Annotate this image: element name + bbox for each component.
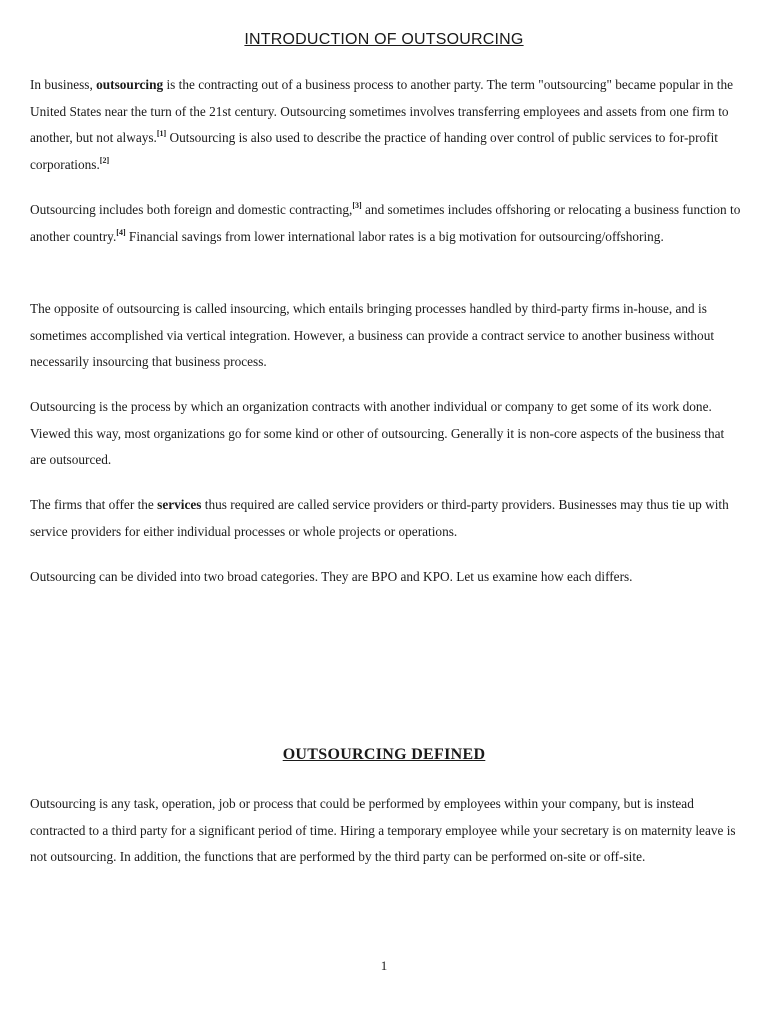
bold-term: outsourcing [96, 77, 164, 92]
paragraph-defined: Outsourcing is any task, operation, job or process that could be performed by employees within your company, but is instead contracted to a third party for a significant period of time. Hiring a temporary employee while your secretary is on maternity leave is not outsourcing. In addition, the functions that are performed by the third party can be performed on-site or off-site. [30, 796, 736, 864]
citation-marker: [4] [116, 227, 126, 237]
section-heading: OUTSOURCING DEFINED [282, 746, 486, 763]
text-run: Outsourcing includes both foreign and domestic contracting, [30, 202, 353, 217]
paragraph-categories: Outsourcing can be divided into two broad categories. They are BPO and KPO. Let us examine how each differs. [30, 569, 633, 584]
text-run: thus required are called service providers or third-party providers. Businesses may thus tie up with service providers for either individual processes or whole projects or operations. [30, 497, 729, 539]
paragraph-contracting [30, 197, 742, 250]
citation-marker: [3] [352, 201, 362, 210]
document-title: INTRODUCTION OF OUTSOURCING [244, 31, 524, 48]
citation-marker: [1] [156, 129, 167, 138]
text-run: Financial savings from lower international labor rates is a big motivation for outsourcing/offshoring. [125, 228, 664, 244]
paragraph-definition [30, 72, 742, 178]
paragraph-service-providers [30, 492, 742, 545]
text-run: and sometimes includes offshoring or relocating a business function to another country. [30, 202, 741, 244]
text-run: Outsourcing is also used to describe the practice of handing over control of public services to for-profit corporations. [30, 130, 718, 172]
paragraph-insourcing: The opposite of outsourcing is called insourcing, which entails bringing processes handled by third-party firms in-house, and is sometimes accomplished via vertical integration. However, a business can provide a contract service to another business without necessarily insourcing that business process. [30, 301, 715, 369]
bold-term: services [157, 497, 202, 512]
paragraph-process: Outsourcing is the process by which an organization contracts with another individual or company to get some of its work done. Viewed this way, most organizations go for some kind or other of outsourcing. Generally it is non-core aspects of the business that are outsourced. [30, 399, 725, 467]
page-number: 1 [380, 958, 388, 973]
citation-marker: [2] [99, 155, 110, 165]
text-run: In business, [30, 77, 97, 92]
text-run: The firms that offer the [30, 497, 158, 512]
text-run: is the contracting out of a business process to another party. The term "outsourcing" became popular in the United States near the turn of the 21st century. Outsourcing sometimes involves transferring employees and assets from one firm to another, but not always. [30, 77, 734, 145]
